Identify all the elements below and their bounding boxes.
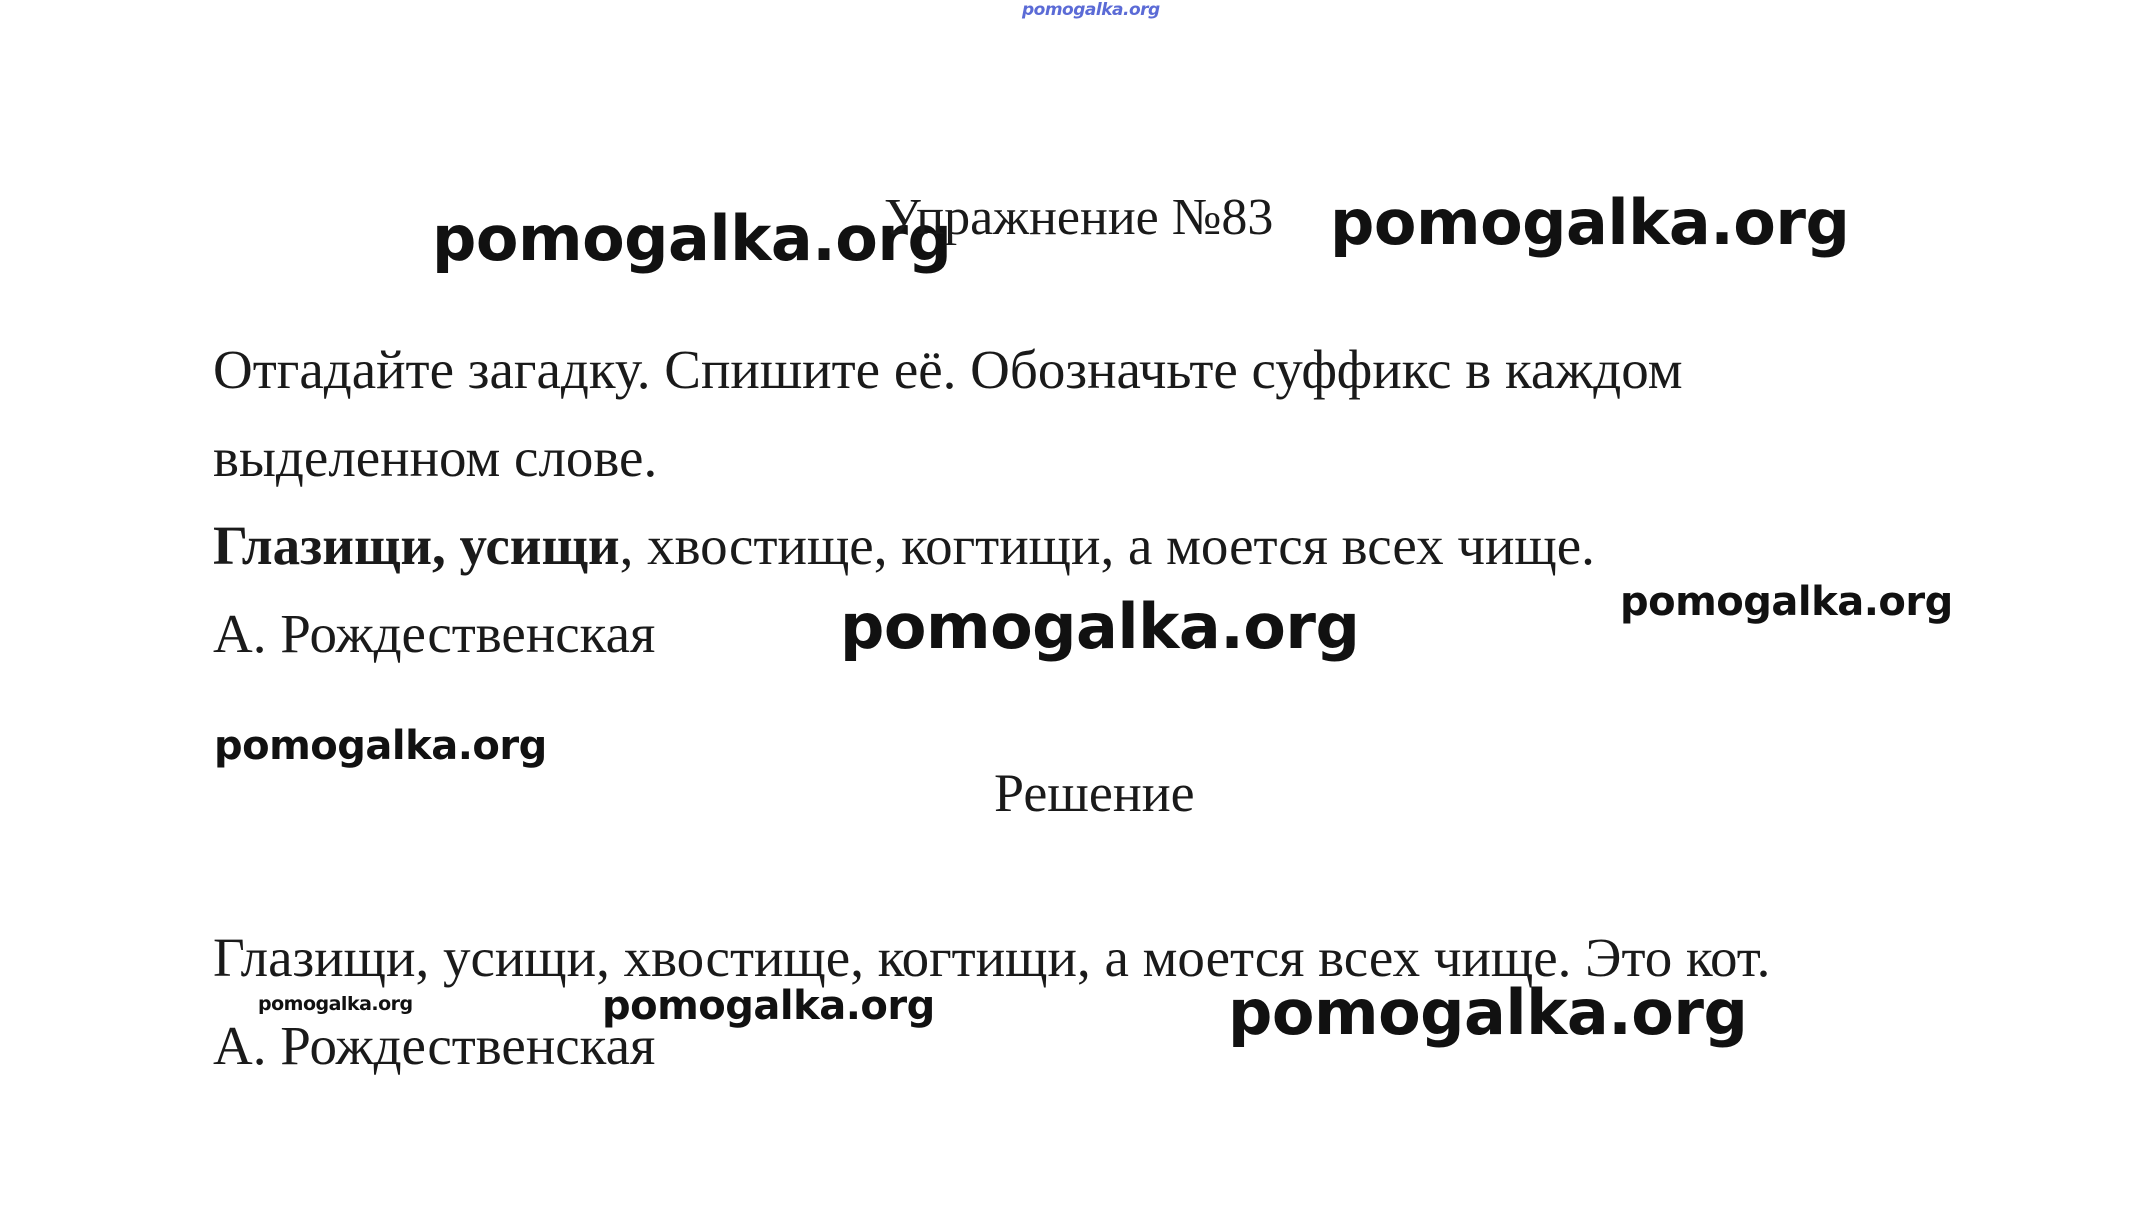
- solution-author: А. Рождественская: [213, 1015, 656, 1076]
- instruction-line-2: выделенном слове.: [213, 427, 658, 488]
- watermark-author-right: pomogalka.org: [1620, 579, 1953, 625]
- watermark-title-right: pomogalka.org: [1330, 186, 1850, 259]
- solution-answer: Глазищи, усищи, хвостище, когтищи, а моется всех чище. Это кот.: [213, 927, 1771, 988]
- solution-title: Решение: [994, 763, 1195, 823]
- watermark-bottom-tiny: pomogalka.org: [258, 993, 413, 1015]
- watermark-bottom-right: pomogalka.org: [1228, 976, 1748, 1049]
- watermark-title-left: pomogalka.org: [432, 202, 952, 275]
- riddle-author: А. Рождественская: [213, 603, 656, 664]
- watermark-left-mid: pomogalka.org: [214, 723, 547, 769]
- watermark-author-center: pomogalka.org: [840, 590, 1360, 663]
- top-watermark-link[interactable]: pomogalka.org: [1022, 0, 1160, 20]
- exercise-title: Упражнение №83: [884, 189, 1274, 246]
- riddle-highlighted-words: Глазищи, усищи: [213, 515, 620, 576]
- riddle-line: [213, 515, 1595, 576]
- watermark-bottom-center: pomogalka.org: [602, 983, 935, 1029]
- instruction-line-1: Отгадайте загадку. Спишите её. Обозначьте суффикс в каждом: [213, 339, 1683, 400]
- riddle-rest: , хвостище, когтищи, а моется всех чище.: [619, 515, 1595, 576]
